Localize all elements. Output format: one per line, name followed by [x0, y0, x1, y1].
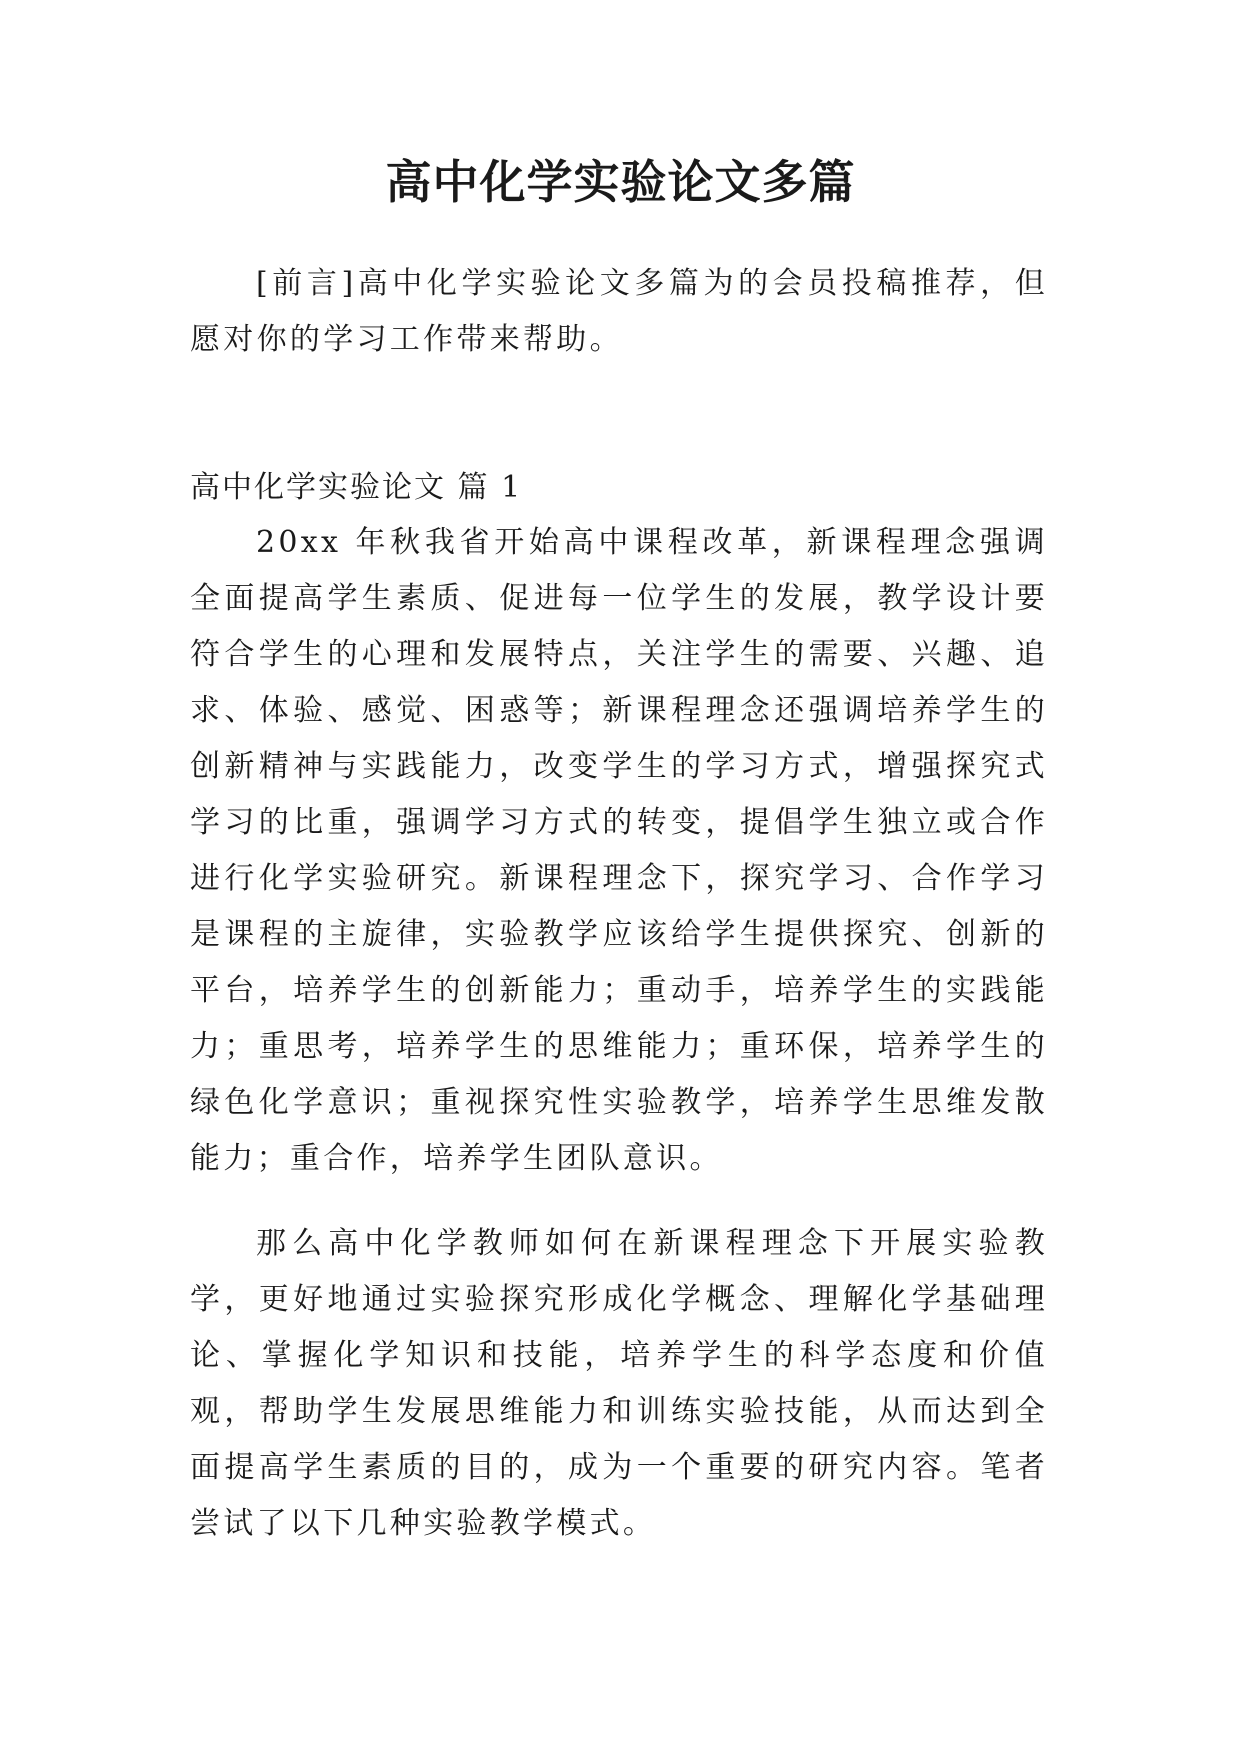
body-paragraph-2: 那么高中化学教师如何在新课程理念下开展实验教学，更好地通过实验探究形成化学概念、理解化学基础理论、掌握化学知识和技能，培养学生的科学态度和价值观，帮助学生发展思维能力和训练实验技能，从而达到全面提高学生素质的目的，成为一个重要的研究内容。笔者尝试了以下几种实验教学模式。	[190, 1226, 1048, 1541]
preface-paragraph: [前言]高中化学实验论文多篇为的会员投稿推荐，但愿对你的学习工作带来帮助。	[190, 266, 1048, 357]
body-paragraph-1: 20xx 年秋我省开始高中课程改革，新课程理念强调全面提高学生素质、促进每一位学生的发展，教学设计要符合学生的心理和发展特点，关注学生的需要、兴趣、追求、体验、感觉、困惑等；新课程理念还强调培养学生的创新精神与实践能力，改变学生的学习方式，增强探究式学习的比重，强调学习方式的转变，提倡学生独立或合作进行化学实验研究。新课程理念下，探究学习、合作学习是课程的主旋律，实验教学应该给学生提供探究、创新的平台，培养学生的创新能力；重动手，培养学生的实践能力；重思考，培养学生的思维能力；重环保，培养学生的绿色化学意识；重视探究性实验教学，培养学生思维发散能力；重合作，培养学生团队意识。	[190, 525, 1048, 1176]
section-heading: 高中化学实验论文 篇 1	[190, 470, 523, 505]
document-title: 高中化学实验论文多篇	[385, 155, 856, 209]
